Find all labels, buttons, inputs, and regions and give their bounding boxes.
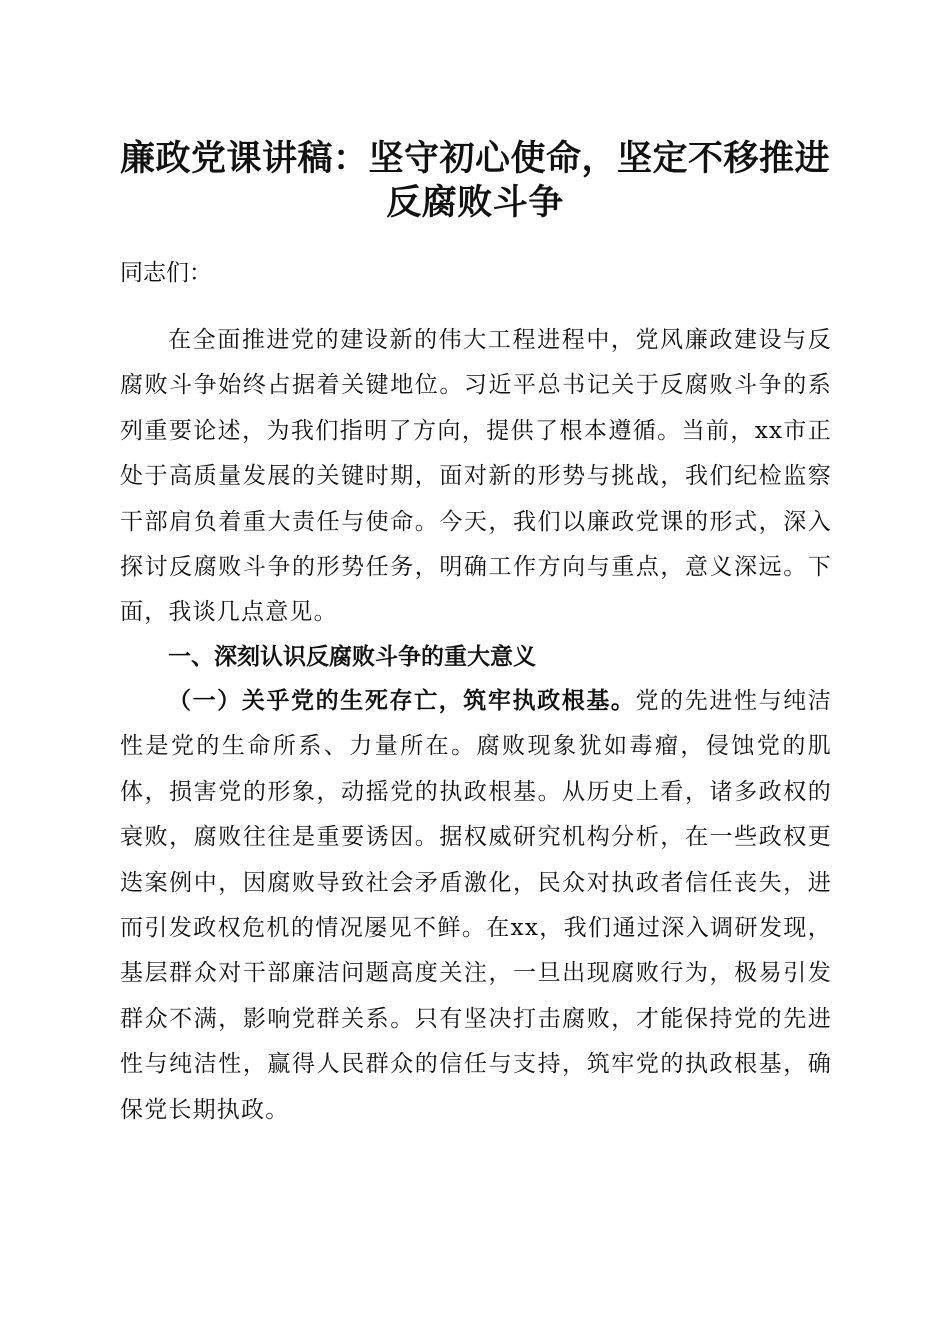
document-title-line-2: 反腐败斗争	[386, 182, 564, 223]
section-heading-1: 一、深刻认识反腐败斗争的重大意义	[168, 644, 536, 670]
intro-paragraph: 在全面推进党的建设新的伟大工程进程中，党风廉政建设与反腐败斗争始终占据着关键地位。习近平总书记关于反腐败斗争的系列重要论述，为我们指明了方向，提供了根本遵循。当前，xx市正处于高质量发展的关键时期，面对新的形势与挑战，我们纪检监察干部肩负着重大责任与使命。今天，我们以廉政党课的形式，深入探讨反腐败斗争的形势任务，明确工作方向与重点，意义深远。下面，我谈几点意见。	[120, 327, 832, 626]
subsection-body-1: 党的先进性与纯洁性是党的生命所系、力量所在。腐败现象犹如毒瘤，侵蚀党的肌体，损害党的形象，动摇党的执政根基。从历史上看，诸多政权的衰败，腐败往往是重要诱因。据权威研究机构分析，在一些政权更迭案例中，因腐败导致社会矛盾激化，民众对执政者信任丧失，进而引发政权危机的情况屡见不鲜。在xx，我们通过深入调研发现，基层群众对干部廉洁问题高度关注，一旦出现腐败行为，极易引发群众不满，影响党群关系。只有坚决打击腐败，才能保持党的先进性与纯洁性，赢得人民群众的信任与支持，筑牢党的执政根基，确保党长期执政。	[120, 688, 832, 1123]
subsection-paragraph-1	[120, 679, 832, 1133]
subsection-heading-1: （一）关乎党的生死存亡，筑牢执政根基。	[168, 688, 636, 714]
salutation: 同志们：	[120, 260, 212, 286]
document-title-line-1: 廉政党课讲稿：坚守初心使命，坚定不移推进	[119, 138, 830, 179]
